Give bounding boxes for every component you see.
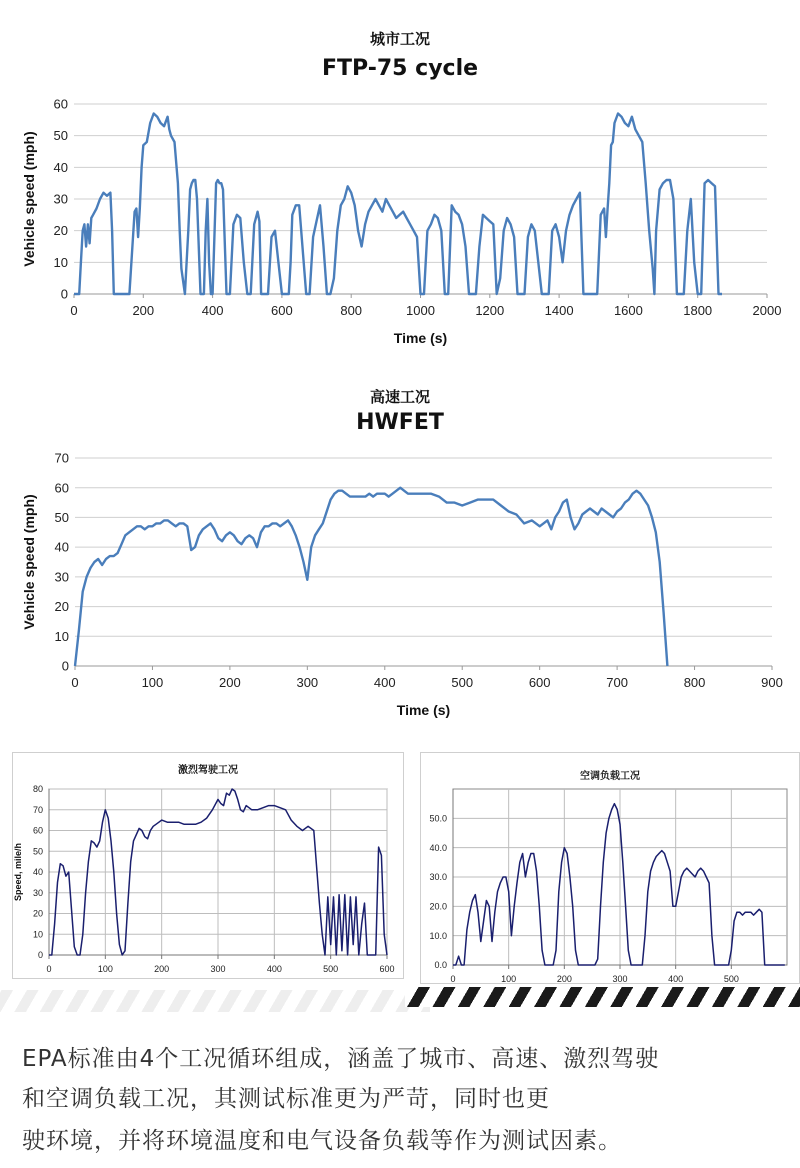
y-tick-label: 10	[32, 929, 43, 940]
x-tick-label: 200	[154, 964, 170, 974]
x-tick-label: 0	[46, 964, 52, 974]
x-tick-label: 500	[723, 974, 739, 983]
y-tick-label: 50.0	[429, 813, 447, 824]
x-tick-label: 0	[70, 303, 78, 318]
y-tick-label: 70	[32, 804, 43, 815]
hwfet-title-cn: 高速工况	[369, 388, 430, 406]
caption-block	[0, 1012, 800, 1168]
y-tick-label: 10	[54, 628, 69, 644]
y-tick-label: 40	[54, 539, 69, 555]
x-tick-label: 800	[340, 303, 363, 318]
x-tick-label: 1600	[613, 303, 643, 318]
us06-chart	[13, 753, 403, 978]
x-tick-label: 400	[373, 675, 396, 690]
y-tick-label: 0	[61, 658, 69, 674]
y-tick-label: 50	[54, 509, 69, 525]
hwfet-title: HWFET	[356, 410, 444, 435]
y-tick-label: 20	[53, 223, 68, 239]
sc03-chart	[421, 753, 799, 983]
y-tick-label: 50	[53, 128, 68, 144]
hwfet-chart-panel	[0, 378, 800, 723]
y-tick-label: 10.0	[429, 930, 447, 941]
y-tick-label: 50	[32, 846, 43, 857]
y-tick-label: 80	[32, 784, 43, 795]
x-tick-label: 500	[323, 964, 339, 974]
us06-title: 激烈驾驶工况	[178, 765, 238, 776]
x-tick-label: 100	[97, 964, 113, 974]
y-tick-label: 10	[53, 254, 68, 270]
x-tick-label: 1400	[544, 303, 574, 318]
y-tick-label: 30	[53, 191, 68, 207]
x-tick-label: 400	[266, 964, 282, 974]
ftp75-title: FTP-75 cycle	[321, 56, 479, 81]
y-axis-label: Vehicle speed (mph)	[21, 131, 37, 267]
x-axis-label: Time (s)	[393, 330, 448, 346]
x-tick-label: 2000	[752, 303, 782, 318]
hwfet-chart	[0, 378, 800, 723]
y-tick-label: 40	[32, 867, 43, 878]
x-tick-label: 200	[132, 303, 155, 318]
y-tick-label: 30	[54, 569, 69, 585]
y-tick-label: 60	[53, 96, 68, 112]
caption-line-2: 和空调负载工况，其测试标准更为严苛，同时也更	[22, 1086, 550, 1112]
ftp75-chart-panel	[0, 20, 800, 355]
x-tick-label: 600	[528, 675, 551, 690]
caption-line-3: 驶环境，并将环境温度和电气设备负载等作为测试因素。	[22, 1128, 622, 1154]
y-tick-label: 40	[53, 159, 68, 175]
us06-chart-panel	[12, 752, 404, 979]
x-tick-label: 600	[271, 303, 293, 318]
series-line	[74, 114, 722, 295]
y-tick-label: 30.0	[429, 872, 447, 883]
y-tick-label: 60	[54, 480, 69, 496]
y-tick-label: 0	[60, 286, 68, 302]
y-axis-label: Vehicle speed (mph)	[21, 494, 37, 630]
x-axis-label: Time (s)	[396, 702, 451, 718]
y-tick-label: 60	[32, 825, 43, 836]
sc03-title: 空调负载工况	[580, 771, 640, 782]
y-tick-label: 20.0	[429, 901, 447, 912]
x-tick-label: 0	[450, 974, 456, 983]
x-tick-label: 300	[612, 974, 628, 983]
x-tick-label: 900	[761, 675, 783, 690]
y-tick-label: 40.0	[429, 842, 447, 853]
y-tick-label: 30	[32, 887, 43, 898]
y-tick-label: 20	[54, 599, 69, 615]
ftp75-title-cn: 城市工况	[369, 30, 430, 48]
x-tick-label: 1800	[683, 303, 713, 318]
x-tick-label: 700	[606, 675, 628, 690]
y-tick-label: 70	[54, 450, 69, 466]
decorative-stripe	[405, 975, 800, 1017]
y-tick-label: 20	[32, 908, 43, 919]
x-tick-label: 300	[210, 964, 226, 974]
y-axis-label: Speed, mile/h	[13, 842, 23, 902]
ftp75-chart	[0, 20, 800, 355]
y-tick-label: 0	[37, 950, 43, 961]
x-tick-label: 400	[668, 974, 684, 983]
x-tick-label: 400	[201, 303, 224, 318]
x-tick-label: 600	[379, 964, 395, 974]
x-tick-label: 1000	[406, 303, 435, 318]
x-tick-label: 0	[71, 675, 79, 690]
x-tick-label: 300	[296, 675, 319, 690]
x-tick-label: 200	[219, 675, 241, 690]
x-tick-label: 200	[556, 974, 572, 983]
caption-line-1: EPA标准由4个工况循环组成，涵盖了城市、高速、激烈驾驶	[22, 1046, 660, 1072]
x-tick-label: 100	[501, 974, 517, 983]
sc03-chart-panel	[420, 752, 800, 984]
x-tick-label: 100	[141, 675, 164, 690]
y-tick-label: 0.0	[434, 960, 447, 971]
x-tick-label: 1200	[475, 303, 505, 318]
x-tick-label: 500	[451, 675, 474, 690]
x-tick-label: 800	[683, 675, 706, 690]
